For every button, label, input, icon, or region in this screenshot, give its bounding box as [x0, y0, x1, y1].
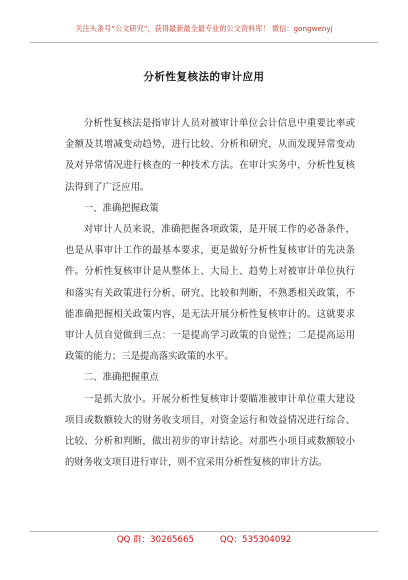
- document-body: [65, 113, 355, 473]
- paragraph-intro: 分析性复核法是指审计人员对被审计单位会计信息中重要比率或金额及其增减变动趋势，进行比较、分析和研究，从而发现异常变动及对异常情况进行核查的一种技术方法。在审计实务中，分析性复核法得到了广泛应用。: [65, 118, 355, 193]
- footer-qq-group: QQ 群：30265665: [116, 535, 194, 545]
- paragraph-policy: 对审计人员来说，准确把握各项政策，是开展工作的必备条件，也是从事审计工作的最基本要求，更是做好分析性复核审计的先决条件。分析性复核审计是从整体上、大局上、趋势上对被审计单位执行和落实有关政策进行分析、研究、比较和判断，不熟悉相关政策，不能准确把握相关政策内容，是无法开展分析性复核审计的。这就要求审计人员自觉做到三点：一是提高学习政策的自觉性；二是提高运用政策的能力；三是提高落实政策的水平。: [65, 224, 355, 363]
- footer-qq: QQ：535304092: [219, 535, 292, 545]
- paragraph-focus: 一是抓大放小。开展分析性复核审计要瞄准被审计单位重大建设项目或数额较大的财务收支项目，对资金运行和效益情况进行综合、比较、分析和判断，做出初步的审计结论。对那些小项目或数额较小的财务收支项目进行审计，则不宜采用分析性复核的审计方法。: [65, 393, 355, 469]
- section-heading-1: 一、准确把握政策: [83, 202, 159, 214]
- section-heading-2: 二、准确把握重点: [83, 372, 159, 384]
- footer-divider: [30, 531, 378, 532]
- header-note: 关注头条号“公文研究”，获得最新最全最专业的公文资料库！ 微信：gongwenyj: [75, 24, 333, 33]
- footer-contact: [0, 533, 408, 545]
- header-divider: [30, 42, 378, 43]
- document-title: 分析性复核法的审计应用: [143, 71, 265, 83]
